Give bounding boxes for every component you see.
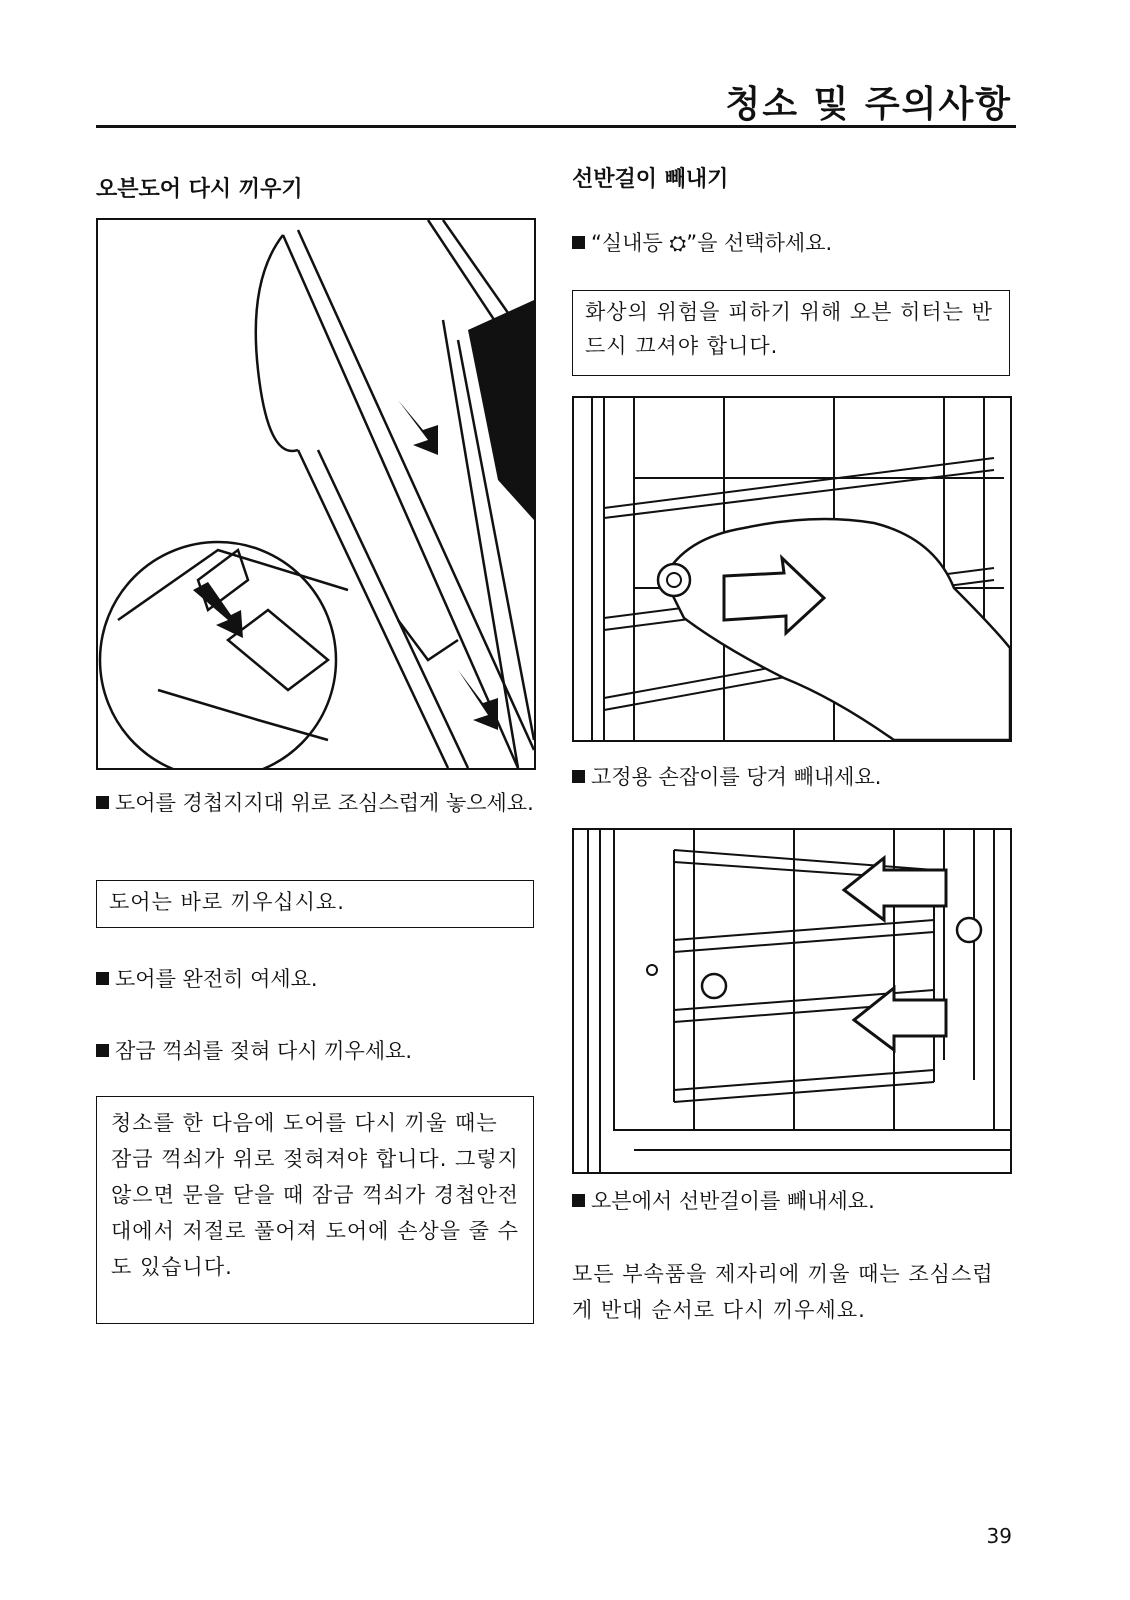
right-step-3: [572, 1184, 875, 1218]
bullet-square-icon: [96, 972, 109, 985]
bullet-square-icon: [96, 796, 109, 809]
page-title: 청소 및 주의사항: [725, 84, 1012, 125]
rack-removal-illustration: [572, 828, 1012, 1174]
rack-hand-diagram: [574, 398, 1010, 740]
bullet-square-icon: [96, 1044, 109, 1057]
right-step-1-text: “실내등 ⛭”을 선택하세요.: [591, 231, 833, 255]
left-step-2: [96, 962, 318, 996]
door-illustration: [96, 218, 536, 770]
right-step-2-text: 고정용 손잡이를 당겨 빼내세요.: [591, 765, 882, 789]
right-step-1: [572, 226, 832, 260]
rack-hand-illustration: [572, 396, 1012, 742]
rack-removal-diagram: [574, 830, 1010, 1172]
note-box-2: 청소를 한 다음에 도어를 다시 끼울 때는 잠금 꺽쇠가 위로 젖혀져야 합니다. 그렇지 않으면 문을 닫을 때 잠금 꺽쇠가 경첩안전대에서 저절로 풀어져 도어에 손상을 줄 수 도 있습니다.: [96, 1096, 534, 1324]
warning-box: 화상의 위험을 피하기 위해 오븐 히터는 반드시 끄셔야 합니다.: [572, 290, 1010, 376]
bullet-square-icon: [572, 770, 585, 783]
page-number: 39: [986, 1524, 1012, 1548]
section-title-door: 오븐도어 다시 끼우기: [96, 177, 303, 202]
left-step-1: [96, 786, 536, 820]
note-box-1: 도어는 바로 끼우십시요.: [96, 880, 534, 928]
right-step-3-text: 오븐에서 선반걸이를 빼내세요.: [591, 1189, 875, 1213]
right-step-2: [572, 760, 881, 794]
left-step-3-text: 잠금 꺽쇠를 젖혀 다시 끼우세요.: [115, 1039, 413, 1063]
left-step-1-text: 도어를 경첩지지대 위로 조심스럽게 놓으세요.: [115, 791, 534, 815]
left-step-2-text: 도어를 완전히 여세요.: [115, 967, 318, 991]
bullet-square-icon: [572, 1194, 585, 1207]
bullet-square-icon: [572, 236, 585, 249]
closing-paragraph: 모든 부속품을 제자리에 끼울 때는 조심스럽게 반대 순서로 다시 끼우세요.: [572, 1262, 994, 1322]
left-step-3: [96, 1034, 412, 1068]
section-title-rack: 선반걸이 빼내기: [572, 167, 729, 192]
door-diagram: [98, 220, 534, 768]
header-rule: [96, 125, 1016, 128]
